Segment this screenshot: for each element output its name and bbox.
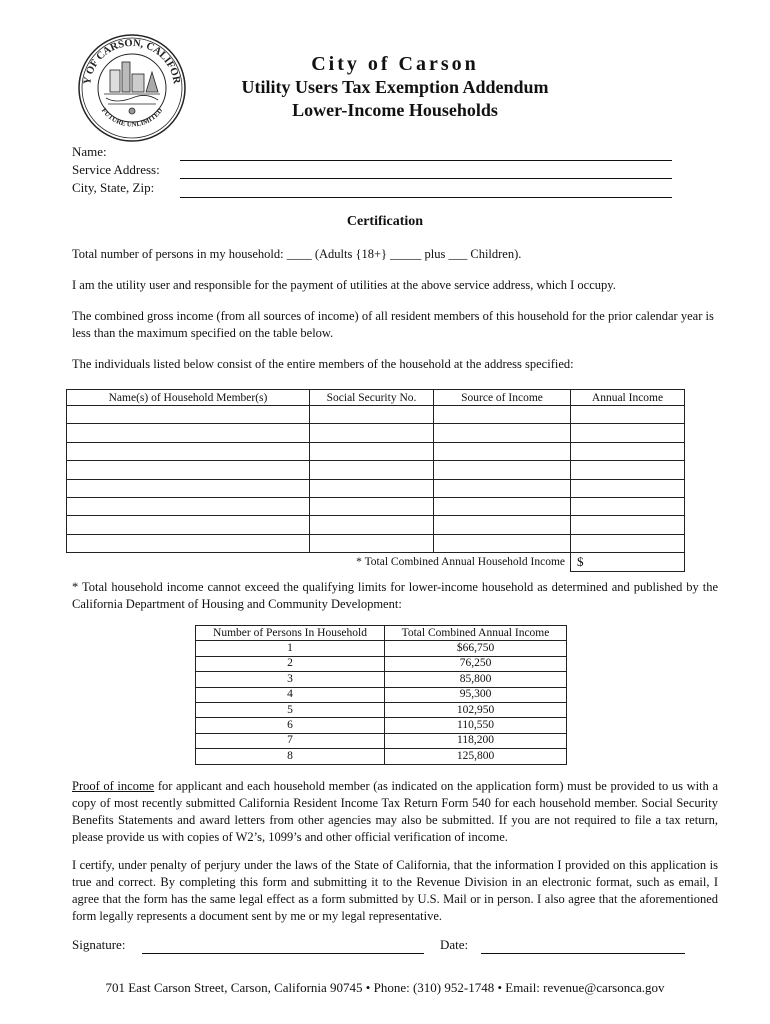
persons-cell: 8 [196,749,385,764]
table-row [67,442,685,460]
income-source-cell[interactable] [434,516,571,534]
member-name-cell[interactable] [67,516,310,534]
member-name-cell[interactable] [67,406,310,424]
table-row [67,497,685,515]
total-income-field[interactable]: $ [571,553,685,571]
table-row [67,516,685,534]
persons-cell: 2 [196,656,385,671]
svg-text:CITY OF CARSON, CALIFORNIA: Y OF CARSON, CALIFOR [82,37,182,86]
income-source-cell[interactable] [434,406,571,424]
persons-cell: 5 [196,702,385,717]
persons-cell: 6 [196,718,385,733]
ssn-cell[interactable] [310,406,434,424]
ssn-cell[interactable] [310,442,434,460]
city-heading: City of Carson [311,53,479,75]
annual-income-cell[interactable] [571,497,685,515]
table-row [196,733,567,748]
member-name-cell[interactable] [67,479,310,497]
persons-cell: 4 [196,687,385,702]
utility-user-statement: I am the utility user and responsible for the payment of utilities at the above service address, which I occupy. [72,278,616,292]
column-header: Number of Persons In Household [196,626,385,641]
ssn-cell[interactable] [310,424,434,442]
service-address-label: Service Address: [72,162,160,177]
city-seal [76,32,188,144]
income-source-cell[interactable] [434,497,571,515]
table-header-row [196,626,567,641]
member-name-cell[interactable] [67,442,310,460]
date-label: Date: [440,937,469,952]
table-row [67,406,685,424]
annual-income-cell[interactable] [571,534,685,552]
annual-income-cell[interactable] [571,461,685,479]
total-row [67,553,685,571]
income-limit-cell: 76,250 [385,656,567,671]
persons-cell: 7 [196,733,385,748]
income-limit-cell: 85,800 [385,672,567,687]
ssn-cell[interactable] [310,497,434,515]
household-members-table [66,389,685,572]
member-name-cell[interactable] [67,497,310,515]
date-field[interactable] [481,953,685,954]
annual-income-cell[interactable] [571,424,685,442]
income-source-cell[interactable] [434,479,571,497]
proof-of-income-lead: Proof of income [72,779,155,793]
member-name-cell[interactable] [67,461,310,479]
income-limit-cell: 95,300 [385,687,567,702]
table-row [67,461,685,479]
perjury-statement: I certify, under penalty of perjury under the laws of the State of California, that the information I provided on this application is true and correct. By completing this form and submitting it to the Revenue Division in an electronic format, such as email, I agree that the form has the same legal effect as a form submitted by U.S. Mail or in person. I also agree that the aforementioned form legally represents a document sent by me or my legal representative. [72,858,718,923]
household-count-statement: Total number of persons in my household: ____ (Adults {18+} _____ plus ___ Children). [72,247,522,261]
table-row [196,749,567,764]
annual-income-cell[interactable] [571,406,685,424]
ssn-cell[interactable] [310,461,434,479]
column-header: Name(s) of Household Member(s) [67,390,310,406]
limits-note: * Total household income cannot exceed the qualifying limits for lower-income household as determined and published by the California Department of Housing and Community Development: [72,580,718,611]
member-name-cell[interactable] [67,534,310,552]
signature-field[interactable] [142,953,424,954]
form-subtitle: Lower-Income Households [292,100,498,120]
members-intro: The individuals listed below consist of the entire members of the household at the address specified: [72,357,574,371]
persons-cell: 1 [196,641,385,656]
table-row [196,702,567,717]
annual-income-cell[interactable] [571,479,685,497]
name-field[interactable] [180,160,672,161]
total-income-label: * Total Combined Annual Household Income [67,553,571,571]
city-state-zip-field[interactable] [180,197,672,198]
table-row [196,656,567,671]
income-limit-cell: $66,750 [385,641,567,656]
service-address-field[interactable] [180,178,672,179]
income-source-cell[interactable] [434,424,571,442]
income-limit-cell: 102,950 [385,702,567,717]
member-name-cell[interactable] [67,424,310,442]
column-header: Annual Income [571,390,685,406]
annual-income-cell[interactable] [571,442,685,460]
table-row [67,479,685,497]
signature-label: Signature: [72,937,126,952]
income-limit-cell: 125,800 [385,749,567,764]
contact-footer: 701 East Carson Street, Carson, California 90745 • Phone: (310) 952-1748 • Email: revenue@carsonca.gov [105,980,665,995]
column-header: Total Combined Annual Income [385,626,567,641]
gross-income-statement: The combined gross income (from all sources of income) of all resident members of this household for the prior calendar year is less than the maximum specified on the table below. [72,309,714,340]
ssn-cell[interactable] [310,516,434,534]
form-title: Utility Users Tax Exemption Addendum [241,77,549,97]
certification-heading: Certification [346,214,424,229]
income-limits-table [195,625,567,765]
income-limit-cell: 110,550 [385,718,567,733]
table-row [196,641,567,656]
proof-of-income-paragraph [72,778,718,846]
form-title-block [190,52,600,122]
svg-text:FUTURE UNLIMITED: FUTURE UNLIMITED [99,106,165,129]
table-header-row [67,390,685,406]
income-source-cell[interactable] [434,461,571,479]
city-seal-icon [76,32,188,144]
table-row [196,687,567,702]
income-source-cell[interactable] [434,534,571,552]
table-row [196,718,567,733]
column-header: Source of Income [434,390,571,406]
proof-of-income-text: for applicant and each household member (as indicated on the application form) must be provided to us with a copy of most recently submitted California Resident Income Tax Return Form 540 for each household member. Social Security Benefits Statements and award letters from other agencies may also be submitted. If you are not required to file a tax return, please provide us with copies of W2’s, 1099’s and other official verification of income. [72,779,719,844]
name-label: Name: [72,144,107,159]
city-state-zip-label: City, State, Zip: [72,180,155,195]
column-header: Social Security No. [310,390,434,406]
ssn-cell[interactable] [310,534,434,552]
table-row [196,672,567,687]
annual-income-cell[interactable] [571,516,685,534]
table-row [67,534,685,552]
income-limit-cell: 118,200 [385,733,567,748]
ssn-cell[interactable] [310,479,434,497]
table-row [67,424,685,442]
persons-cell: 3 [196,672,385,687]
income-source-cell[interactable] [434,442,571,460]
